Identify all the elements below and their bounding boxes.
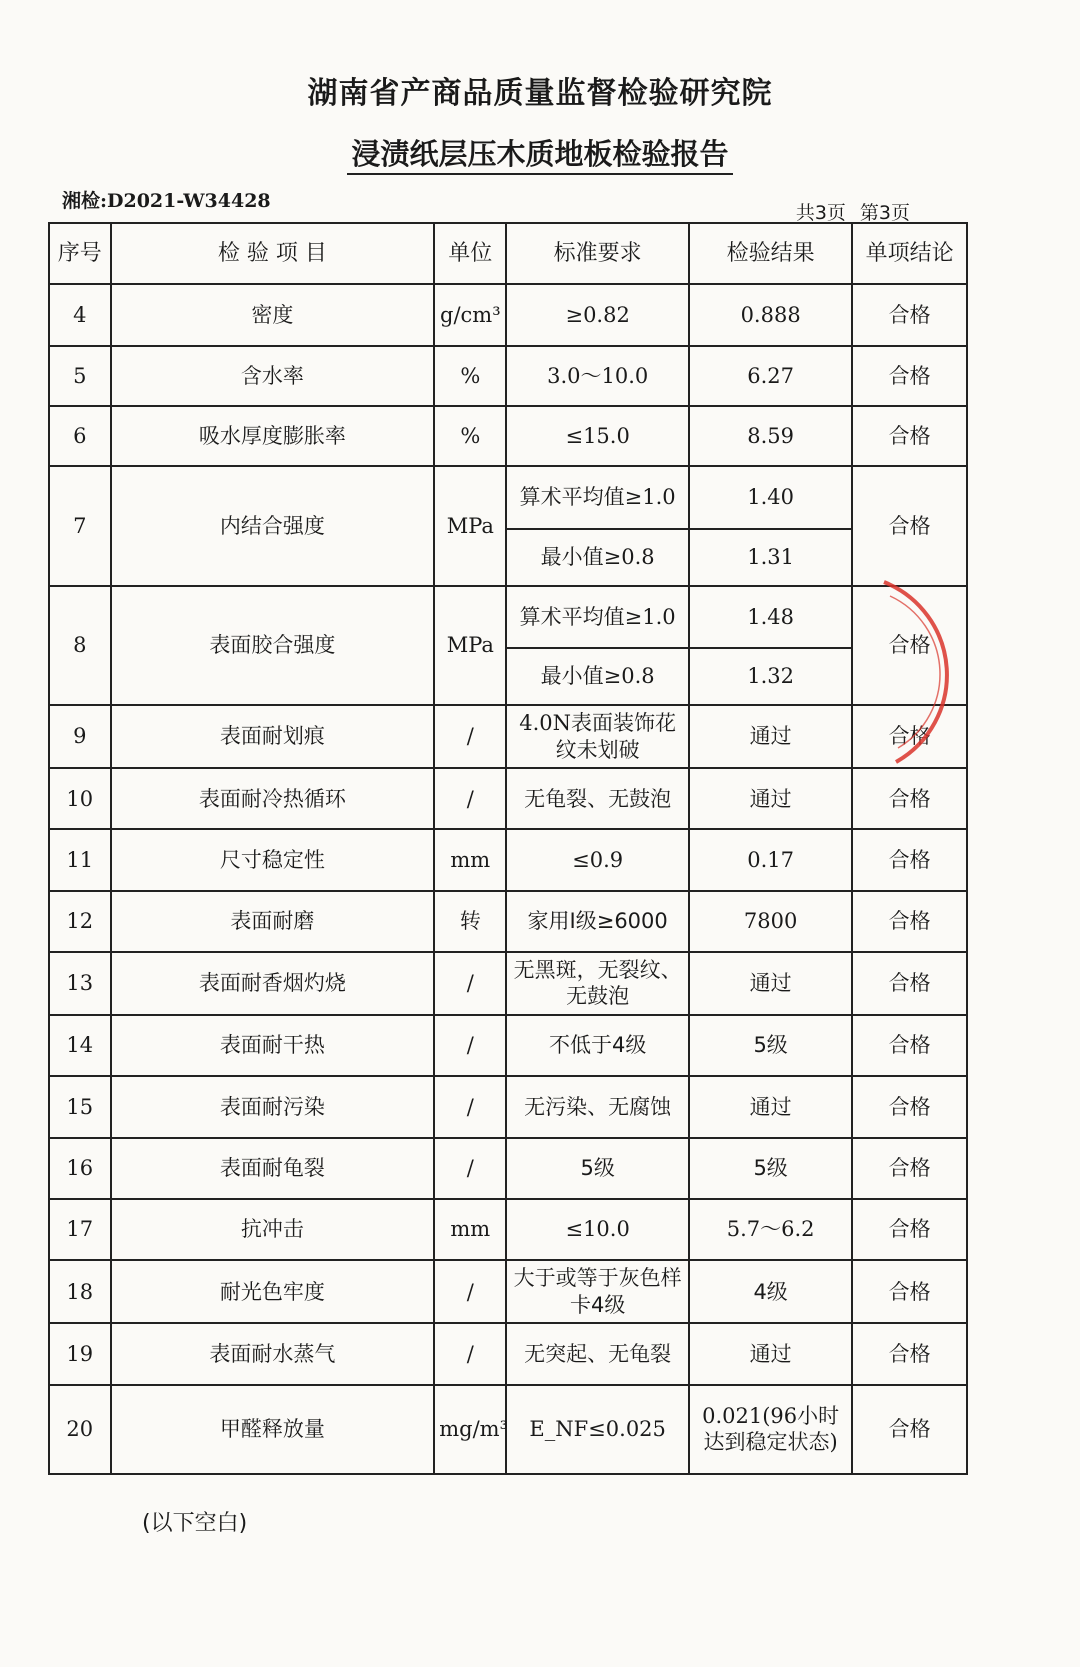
row-requirement: 算术平均值≥1.0 [506,466,689,528]
row-item: 表面胶合强度 [111,586,435,705]
row-unit: MPa [434,466,506,585]
row-no: 18 [49,1260,111,1323]
row-item: 表面耐划痕 [111,705,435,768]
row-requirement: 3.0～10.0 [506,346,689,406]
blank-below-note: (以下空白) [142,1511,248,1536]
table-row [49,406,967,466]
row-item: 表面耐香烟灼烧 [111,952,435,1015]
row-unit: / [434,705,506,768]
row-requirement: 家用Ⅰ级≥6000 [506,891,689,952]
table-row [49,768,967,829]
table-row [49,346,967,406]
row-no: 7 [49,466,111,585]
row-conclusion: 合格 [852,829,967,890]
row-no: 15 [49,1076,111,1137]
row-result: 4级 [689,1260,852,1323]
row-requirement-min: 最小值≥0.8 [506,648,689,705]
row-result: 0.021(96小时达到稳定状态) [689,1385,852,1474]
row-requirement: 无龟裂、无鼓泡 [506,768,689,829]
row-unit: / [434,952,506,1015]
table-row [49,952,967,1015]
row-requirement: ≤15.0 [506,406,689,466]
row-requirement: ≤10.0 [506,1199,689,1260]
row-no: 9 [49,705,111,768]
current-page: 第3页 [859,202,910,224]
row-no: 17 [49,1199,111,1260]
row-item: 尺寸稳定性 [111,829,435,890]
row-unit: mm [434,1199,506,1260]
table-row [49,829,967,890]
row-result: 通过 [689,705,852,768]
row-no: 12 [49,891,111,952]
row-unit: / [434,1015,506,1076]
table-row [49,1260,967,1323]
row-no: 14 [49,1015,111,1076]
row-item: 甲醛释放量 [111,1385,435,1474]
row-result: 5级 [689,1015,852,1076]
row-result: 通过 [689,952,852,1015]
report-number: 湘检:D2021-W34428 [62,190,271,212]
table-row [49,1015,967,1076]
row-no: 20 [49,1385,111,1474]
row-requirement: E_NF≤0.025 [506,1385,689,1474]
row-no: 16 [49,1138,111,1199]
row-item: 表面耐水蒸气 [111,1323,435,1384]
row-requirement: ≤0.9 [506,829,689,890]
row-no: 10 [49,768,111,829]
row-conclusion: 合格 [852,1138,967,1199]
row-result: 0.17 [689,829,852,890]
header-no: 序号 [49,223,111,284]
row-unit: mm [434,829,506,890]
total-pages: 共3页 [795,202,846,224]
row-no: 5 [49,346,111,406]
table-row [49,1199,967,1260]
row-result: 7800 [689,891,852,952]
row-no: 11 [49,829,111,890]
row-result: 6.27 [689,346,852,406]
row-conclusion: 合格 [852,346,967,406]
row-requirement: 大于或等于灰色样卡4级 [506,1260,689,1323]
table-row [49,1138,967,1199]
table-row [49,1323,967,1384]
table-row [49,1385,967,1474]
row-result: 0.888 [689,284,852,345]
row-conclusion: 合格 [852,1385,967,1474]
row-conclusion: 合格 [852,891,967,952]
row-result: 5.7～6.2 [689,1199,852,1260]
row-result: 5级 [689,1138,852,1199]
row-result: 通过 [689,1076,852,1137]
header-row [49,223,967,284]
row-item: 表面耐干热 [111,1015,435,1076]
row-unit: mg/m³ [434,1385,506,1474]
row-no: 13 [49,952,111,1015]
row-no: 4 [49,284,111,345]
row-conclusion: 合格 [852,586,967,705]
header-item: 检 验 项 目 [111,223,435,284]
row-conclusion: 合格 [852,1199,967,1260]
row-item: 密度 [111,284,435,345]
row-requirement: 算术平均值≥1.0 [506,586,689,648]
row-conclusion: 合格 [852,952,967,1015]
row-conclusion: 合格 [852,768,967,829]
row-no: 6 [49,406,111,466]
row-unit: 转 [434,891,506,952]
header-conclusion: 单项结论 [852,223,967,284]
row-unit: / [434,1138,506,1199]
row-conclusion: 合格 [852,406,967,466]
row-result: 1.40 [689,466,852,528]
row-unit: % [434,406,506,466]
row-conclusion: 合格 [852,466,967,585]
header-result: 检验结果 [689,223,852,284]
row-item: 表面耐龟裂 [111,1138,435,1199]
org-title: 湖南省产商品质量监督检验研究院 [307,76,773,111]
row-unit: / [434,1260,506,1323]
row-unit: / [434,1076,506,1137]
row-no: 8 [49,586,111,705]
row-requirement: ≥0.82 [506,284,689,345]
report-title: 浸渍纸层压木质地板检验报告 [0,132,1080,173]
table-row [49,586,967,648]
table-row [49,891,967,952]
header-unit: 单位 [434,223,506,284]
row-requirement: 4.0N表面装饰花纹未划破 [506,705,689,768]
header-requirement: 标准要求 [506,223,689,284]
row-item: 吸水厚度膨胀率 [111,406,435,466]
row-requirement: 无污染、无腐蚀 [506,1076,689,1137]
row-no: 19 [49,1323,111,1384]
row-result-min: 1.31 [689,529,852,586]
row-item: 内结合强度 [111,466,435,585]
row-conclusion: 合格 [852,1323,967,1384]
table-row [49,1076,967,1137]
row-result-min: 1.32 [689,648,852,705]
row-unit: g/cm³ [434,284,506,345]
row-requirement: 无黑斑，无裂纹、无鼓泡 [506,952,689,1015]
table-row [49,284,967,345]
row-item: 抗冲击 [111,1199,435,1260]
table-row [49,466,967,528]
row-item: 含水率 [111,346,435,406]
row-conclusion: 合格 [852,1015,967,1076]
row-requirement: 5级 [506,1138,689,1199]
row-result: 1.48 [689,586,852,648]
page-info [782,198,910,225]
row-requirement: 无突起、无龟裂 [506,1323,689,1384]
row-result: 8.59 [689,406,852,466]
row-unit: / [434,768,506,829]
row-conclusion: 合格 [852,1260,967,1323]
row-unit: MPa [434,586,506,705]
row-result: 通过 [689,1323,852,1384]
row-item: 表面耐污染 [111,1076,435,1137]
table-row [49,705,967,768]
row-item: 表面耐磨 [111,891,435,952]
row-result: 通过 [689,768,852,829]
row-conclusion: 合格 [852,1076,967,1137]
inspection-table [48,222,968,1475]
row-item: 耐光色牢度 [111,1260,435,1323]
row-item: 表面耐冷热循环 [111,768,435,829]
row-requirement-min: 最小值≥0.8 [506,529,689,586]
row-requirement: 不低于4级 [506,1015,689,1076]
row-unit: / [434,1323,506,1384]
row-conclusion: 合格 [852,705,967,768]
row-conclusion: 合格 [852,284,967,345]
row-unit: % [434,346,506,406]
